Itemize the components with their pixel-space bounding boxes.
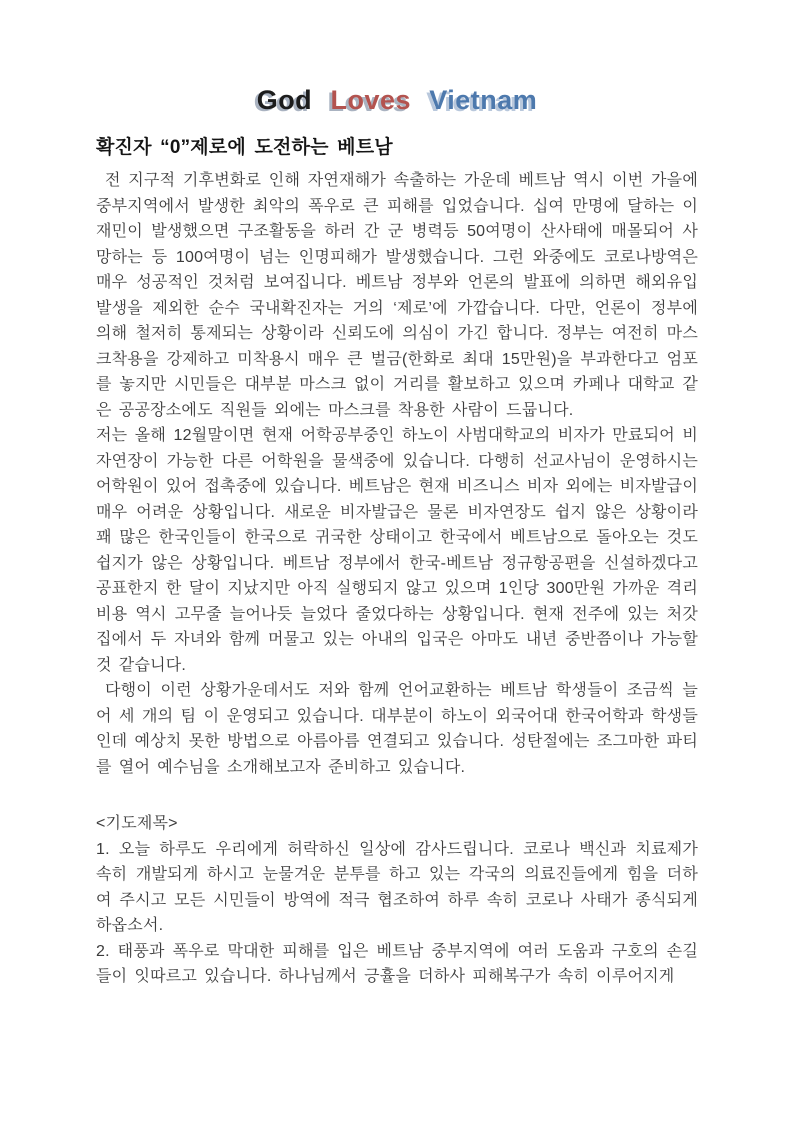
paragraph-visa-situation: 저는 올해 12월말이면 현재 어학공부중인 하노이 사범대학교의 비자가 만료되어 비자연장이 가능한 다른 어학원을 물색중에 있습니다. 다행히 선교사님이 운영하시는 어학원이 있어 접촉중에 있습니다. 베트남은 현재 비즈니스 비자 외에는 비자발급이 매우 어려운 상황입니다. 새로운 비자발급은 물론 비자연장도 쉽지 않은 상황이라 꽤 많은 한국인들이 한국으로 귀국한 상태이고 한국에서 베트남으로 돌아오는 것도 쉽지가 않은 상황입니다. 베트남 정부에서 한국-베트남 정규항공편을 신설하겠다고 공표한지 한 달이 지났지만 아직 실행되지 않고 있으며 1인당 300만원 가까운 격리비용 역시 고무줄 늘어나듯 늘었다 줄었다하는 상황입니다. 현재 전주에 있는 처갓집에서 두 자녀와 함께 머물고 있는 아내의 입국은 아마도 내년 중반쯤이나 가능할 것 같습니다.: [96, 427, 698, 674]
prayer-item-2: 2. 태풍과 폭우로 막대한 피해를 입은 베트남 중부지역에 여러 도움과 구호의 손길들이 잇따르고 있습니다. 하나님께서 긍휼을 더하사 피해복구가 속히 이루어지게: [96, 942, 698, 986]
paragraph-language-exchange: 다행이 이런 상황가운데서도 저와 함께 언어교환하는 베트남 학생들이 조금씩 늘어 세 개의 팀 이 운영되고 있습니다. 대부분이 하노이 외국어대 한국어학과 학생들인데 예상치 못한 방법으로 아름아름 연결되고 있습니다. 성탄절에는 조그마한 파티를 열어 예수님을 소개해보고자 준비하고 있습니다.: [96, 682, 698, 776]
article-heading: 확진자 “0”제로에 도전하는 베트남: [96, 137, 393, 159]
blank-line-spacer: [96, 780, 698, 811]
title-word-loves: Loves: [330, 85, 411, 115]
newsletter-title: [96, 84, 698, 116]
prayer-item-1: 1. 오늘 하루도 우리에게 허락하신 일상에 감사드립니다. 코로나 백신과 치료제가 속히 개발되게 하시고 눈물겨운 분투를 하고 있는 각국의 의료진들에게 힘을 더하여 주시고 모든 시민들이 방역에 적극 협조하여 하루 속히 코로나 사태가 종식되게 하옵소서.: [96, 840, 698, 935]
prayer-section-header: <기도제목>: [96, 815, 178, 833]
paragraph-disaster-and-covid: 전 지구적 기후변화로 인해 자연재해가 속출하는 가운데 베트남 역시 이번 가을에 중부지역에서 발생한 최악의 폭우로 큰 피해를 입었습니다. 십여 만명에 달하는 이재민이 발생했으면 구조활동을 하러 간 군 병력등 50여명이 산사태에 매몰되어 사망하는 등 100여명이 넘는 인명피해가 발생했습니다. 그런 와중에도 코로나방역은 매우 성공적인 것처럼 보여집니다. 베트남 정부와 언론의 발표에 의하면 해외유입 발생을 제외한 순수 국내확진자는 거의 ‘제로’에 가깝습니다. 다만, 언론이 정부에 의해 철저히 통제되는 상황이라 신뢰도에 의심이 가긴 합니다. 정부는 여전히 마스크착용을 강제하고 미착용시 매우 큰 벌금(한화로 최대 15만원)을 부과한다고 엄포를 놓지만 시민들은 대부분 마스크 없이 거리를 활보하고 있으며 카페나 대학교 같은 공공장소에도 직원들 외에는 마스크를 착용한 사람이 드뭅니다.: [96, 172, 698, 419]
title-word-god: God: [256, 85, 313, 115]
title-word-vietnam: Vietnam: [429, 85, 538, 115]
